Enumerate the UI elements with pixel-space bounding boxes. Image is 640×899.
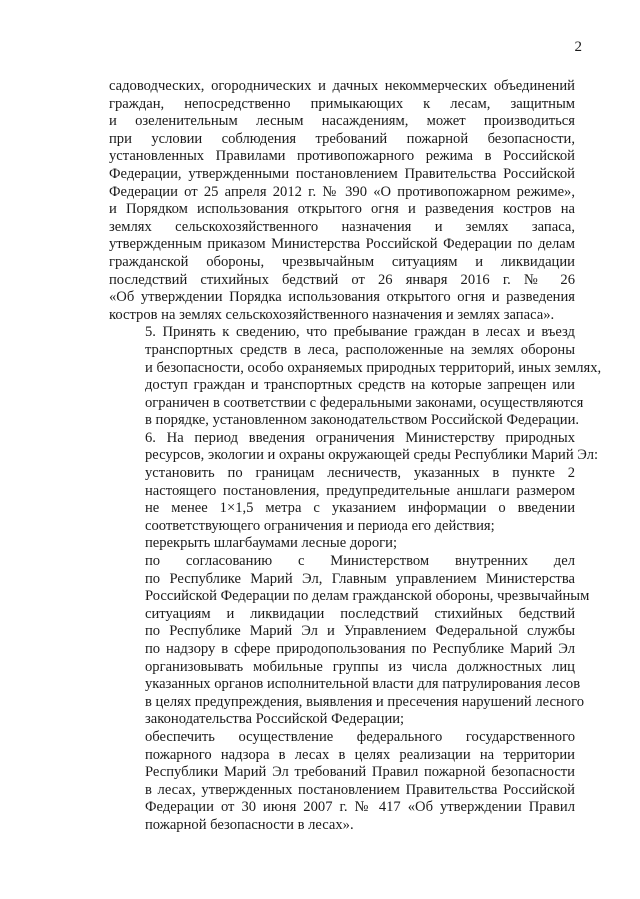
text-line: Республики Марий Эл требований Правил пожарной безопасности [145,764,575,781]
text-line: транспортных средств в леса, расположенные на землях обороны [145,341,575,358]
text-line: 5. Принять к сведению, что пребывание граждан в лесах и въезд [145,324,575,341]
text-line: утвержденным приказом Министерства Российской Федерации по делам [109,236,575,253]
paragraph [109,729,575,835]
text-line: по Республике Марий Эл, Главным управлением Министерства [145,570,575,587]
text-line: Российской Федерации по делам гражданской обороны, чрезвычайным [145,588,590,605]
text-line: доступ граждан и транспортных средств на которые запрещен или [145,377,575,394]
text-line: «Об утверждении Порядка использования открытого огня и разведения [109,289,575,306]
text-line: ограничен в соответствии с федеральными законами, осуществляются [145,394,584,411]
text-line: Федерации, утвержденными постановлением Правительства Российской [109,165,575,182]
text-line: по Республике Марий Эл и Управлением Федеральной службы [145,623,575,640]
text-line: гражданской обороны, чрезвычайным ситуациям и ликвидации [109,253,575,270]
document-body [109,78,602,835]
text-line: по согласованию с Министерством внутренних дел [145,553,575,570]
text-line: последствий стихийных бедствий от 26 января 2016 г. № 26 [109,271,575,288]
text-line: организовывать мобильные группы из числа должностных лиц [145,658,575,675]
paragraph [109,78,575,324]
text-line: по надзору в сфере природопользования по Республике Марий Эл [145,641,575,657]
text-line: соответствующего ограничения и периода его действия; [145,517,495,534]
text-line: Федерации от 25 апреля 2012 г. № 390 «О противопожарном режиме», [109,183,575,200]
text-line: в лесах, утвержденных постановлением Правительства Российской [145,781,575,798]
text-line: обеспечить осуществление федерального государственного [145,728,575,745]
paragraph [109,535,575,553]
text-line: настоящего постановления, предупредительные аншлаги размером [145,482,575,499]
page-number: 2 [574,39,582,55]
text-line: и безопасности, особо охраняемых природных территорий, иных землях, [145,359,602,376]
paragraph [109,429,599,465]
text-line: установить по границам лесничеств, указанных в пункте 2 [145,465,575,482]
text-line: в порядке, установленном законодательством Российской Федерации. [145,412,580,429]
paragraph [109,465,575,535]
text-line: землях сельскохозяйственного назначения и землях запаса, [109,218,575,235]
text-line: перекрыть шлагбаумами лесные дороги; [145,535,397,552]
text-line: ситуациям и ликвидации последствий стихийных бедствий [145,605,575,622]
text-line: в целях предупреждения, выявления и пресечения нарушений лесного [145,693,585,710]
text-line: пожарной безопасности в лесах». [145,816,354,833]
text-line: законодательства Российской Федерации; [145,711,405,728]
text-line: при условии соблюдения требований пожарной безопасности, [109,130,575,147]
paragraph [109,324,602,430]
text-line: установленных Правилами противопожарного режима в Российской [109,148,575,165]
text-line: пожарного надзора в лесах в целях реализации на территории [145,746,575,763]
text-line: костров на землях сельскохозяйственного назначения и землях запаса». [109,306,555,323]
text-line: ресурсов, экологии и охраны окружающей среды Республики Марий Эл: [145,447,599,464]
text-line: граждан, непосредственно примыкающих к лесам, защитным [109,95,575,112]
text-line: садоводческих, огороднических и дачных некоммерческих объединений [109,78,575,94]
text-line: и озеленительным лесным насаждениям, может производиться [109,113,575,130]
text-line: и Порядком использования открытого огня и разведения костров на [109,201,575,218]
text-line: 6. На период введения ограничения Министерству природных [145,429,575,446]
text-line: не менее 1×1,5 метра с указанием информации о введении [145,500,575,517]
text-line: указанных органов исполнительной власти для патрулирования лесов [145,676,581,693]
text-line: Федерации от 30 июня 2007 г. № 417 «Об утверждении Правил [145,799,575,816]
paragraph [109,553,590,729]
